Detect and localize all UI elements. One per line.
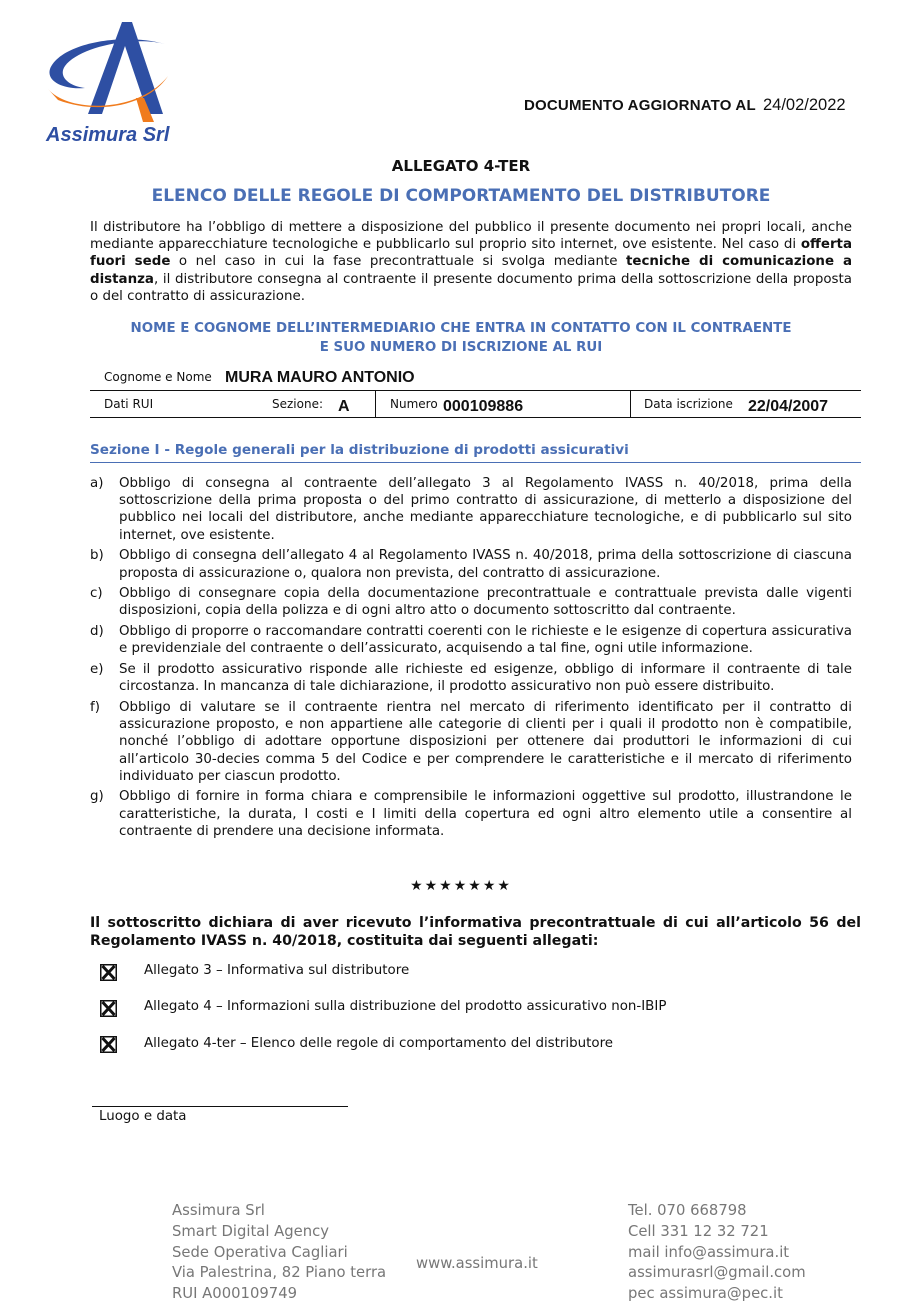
list-item [90,623,852,657]
document-title: ALLEGATO 4-TER [391,157,531,175]
list-marker: g) [90,789,104,805]
attachment-label: Allegato 4 – Informazioni sulla distribuzione del prodotto assicurativo non-IBIP [144,999,667,1014]
footer-line: Smart Digital Agency [172,1222,330,1240]
rui-label: Dati RUI [104,397,154,411]
rui-table-divider [375,390,376,418]
list-marker: e) [90,662,104,678]
list-item [90,475,852,544]
intro-bold-1: offerta fuori sede [90,237,852,270]
section-1-rule [90,462,861,463]
section-value: A [338,398,350,415]
rui-table-bottom-border [90,417,861,418]
brand-name: Assimura Srl [46,124,170,146]
update-notice [524,96,846,115]
intro-paragraph [90,219,852,305]
list-item [90,661,852,695]
intermediary-heading-line1: NOME E COGNOME DELL’INTERMEDIARIO CHE ENTRA IN CONTATTO CON IL CONTRAENTE [130,321,792,336]
declaration-text: Il sottoscritto dichiara di aver ricevuto l’informativa precontrattuale di cui all’articolo 56 del Regolamento IVASS n. 40/2018, costituita dai seguenti allegati: [90,915,861,949]
attachment-label: Allegato 4-ter – Elenco delle regole di comportamento del distributore [144,1036,614,1051]
footer-line: Assimura Srl [172,1202,265,1219]
place-date-label: Luogo e data [99,1109,187,1124]
list-item [90,699,852,785]
number-label: Numero [390,397,438,411]
footer-website[interactable]: www.assimura.it [416,1255,538,1272]
footer-line: RUI A000109749 [172,1285,298,1303]
list-item [90,547,852,581]
attachment-label: Allegato 3 – Informativa sul distributore [144,963,410,978]
list-marker: a) [90,476,104,491]
list-text: Obbligo di valutare se il contraente rientra nel mercato di riferimento identificato per il contratto di assicurazione proposto, e non appartiene alle categorie di clienti per i quali il prodotto non è compatibile, nonché l’obbligo di adottare opportune disposizioni per ottenere dai produttori le informazioni di cui all’articolo 30-decies comma 5 del Codice e per comprendere le caratteristiche e il mercato di riferimento individuato per ciascun prodotto. [119,699,852,784]
intermediary-heading-line2: E SUO NUMERO DI ISCRIZIONE AL RUI [319,340,603,355]
signature-line [92,1106,348,1107]
list-text: Obbligo di consegna al contraente dell’allegato 3 al Regolamento IVASS n. 40/2018, prima della sottoscrizione della prima proposta o del primo contratto di assicurazione, di metterlo a disposizione del pubblico nei locali del distributore, anche mediante apparecchiature tecnologiche, e di pubblicarlo sul sito internet, ove esistente. [119,476,852,543]
list-marker: b) [90,548,104,564]
list-marker: c) [90,586,103,602]
intro-text-1: Il distributore ha l’obbligo di mettere a disposizione del pubblico il presente documento nei propri locali, anche mediante apparecchiature tecnologiche e pubblicarlo sul proprio sito internet, ove esistente. Nel caso di [90,220,852,253]
list-marker: d) [90,624,104,640]
rules-list [90,475,852,844]
update-date: 24/02/2022 [763,96,846,114]
list-text: Obbligo di consegnare copia della documentazione precontrattuale e contrattuale prevista dalle vigenti disposizioni, copia della polizza e di ogni altro atto o documento sottoscritto dal contraente. [119,586,852,619]
rui-table-divider [630,390,631,418]
rui-number: 000109886 [443,398,524,415]
intro-text-3: , il distributore consegna al contraente il presente documento prima della sottoscrizione della proposta o del contratto di assicurazione. [90,271,852,304]
registration-date: 22/04/2007 [748,398,829,415]
footer-phone: Tel. 070 668798 [628,1202,747,1219]
list-text: Obbligo di proporre o raccomandare contratti coerenti con le richieste e le esigenze di copertura assicurativa e previdenziale del contraente o dell’assicurato, acquisendo a tal fine, ogni utile informazione. [119,624,852,657]
footer-email[interactable]: mail info@assimura.it [628,1243,790,1261]
attachment-checkbox[interactable] [100,1036,117,1053]
footer-company-info [172,1201,386,1305]
list-text: Se il prodotto assicurativo risponde alle richieste ed esigenze, obbligo di informare il contraente di tale circostanza. In mancanza di tale dichiarazione, il prodotto assicurativo non può essere distribuito. [119,662,852,695]
footer-pec[interactable]: pec assimura@pec.it [628,1285,783,1303]
section-label: Sezione: [272,397,324,411]
intro-text-2: o nel caso in cui la fase precontrattuale si svolga mediante [170,254,626,270]
document-subtitle: ELENCO DELLE REGOLE DI COMPORTAMENTO DEL DISTRIBUTORE [151,186,771,206]
section-1-title: Sezione I - Regole generali per la distribuzione di prodotti assicurativi [90,442,629,458]
list-marker: f) [90,699,100,715]
intermediary-name: MURA MAURO ANTONIO [225,369,415,386]
update-label: DOCUMENTO AGGIORNATO AL [524,97,756,114]
footer-mobile: Cell 331 12 32 721 [628,1222,769,1240]
attachment-checkbox[interactable] [100,964,117,981]
footer-line: Sede Operativa Cagliari [172,1243,348,1261]
footer-contacts [628,1201,806,1305]
name-label: Cognome e Nome [104,370,212,384]
list-item [90,585,852,619]
list-text: Obbligo di fornire in forma chiara e comprensibile le informazioni oggettive sul prodotto, illustrandone le caratteristiche, la durata, I costi e I limiti della copertura ed ogni altro elemento utile a consentire al contraente di prendere una decisione informata. [119,789,852,839]
date-label: Data iscrizione [644,397,733,411]
intermediary-heading [90,319,832,357]
separator-stars: ★★★★★★★ [410,878,512,894]
attachment-checkbox[interactable] [100,1000,117,1017]
rui-table-top-border [90,390,861,391]
list-text: Obbligo di consegna dell’allegato 4 al Regolamento IVASS n. 40/2018, prima della sottoscrizione di ciascuna proposta di assicurazione o, qualora non prevista, del contratto di assicurazione. [119,548,852,581]
intro-bold-2: tecniche di comunicazione a distanza [90,254,852,287]
footer-gmail[interactable]: assimurasrl@gmail.com [628,1264,806,1282]
footer-line: Via Palestrina, 82 Piano terra [172,1264,387,1282]
list-item [90,788,852,840]
